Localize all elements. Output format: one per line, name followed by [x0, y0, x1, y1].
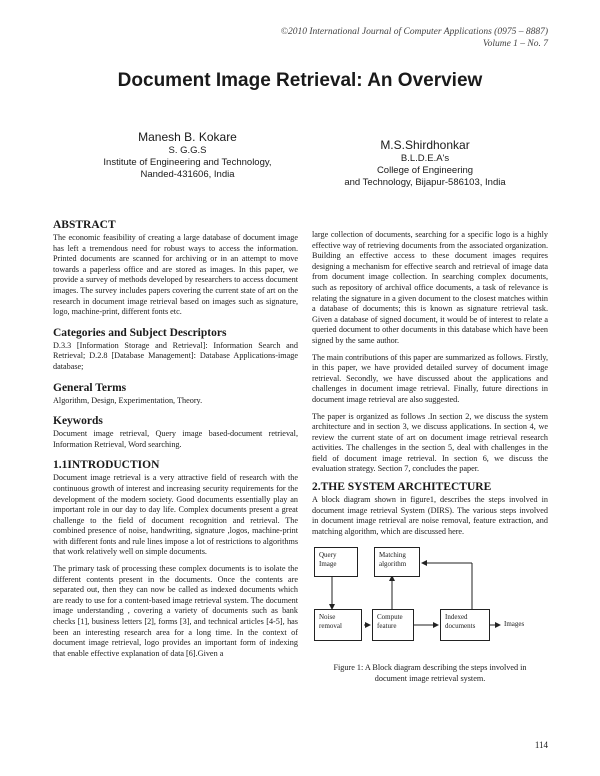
- categories-section: [53, 327, 298, 373]
- author-2-line2: College of Engineering: [376, 165, 474, 176]
- keywords-heading: Keywords: [53, 415, 103, 428]
- compute-feature-box: Compute feature: [372, 609, 414, 641]
- author-2: [320, 138, 530, 189]
- figure-caption: Figure 1: A Block diagram describing the steps involved in document image retrieval system.: [333, 663, 527, 684]
- author-2-line3: and Technology, Bijapur-586103, India: [344, 177, 506, 188]
- abstract-text: The economic feasibility of creating a large database of document image has left a tremendous need for robust ways to access the information. Printed documents are scanned for archiving or in an attempt to move towards a paperless office and are stored as images. In this paper, we provide a survey of methods developed by researchers to access document images. The survey includes papers covering the current state of art on the research in document image retrieval based on images such as signature, logo, machine-print, different fonts etc.: [53, 233, 298, 317]
- right-paragraph-1: large collection of documents, searching for a specific logo is a highly effective way of retrieving documents from the associated organization. Building an effective access to these document images requires designing a mechanism for effective search and retrieval of image data from document image collection. In searching complex documents, such as repository of archival office documents, a task of relevance is relating the signature in a given document to the closest matches within a database of documents; this is known as signature retrieval task. Given a database of signed document, it would be of interest to relate a queried document to other documents in this database which have been signed by the same author.: [312, 230, 548, 345]
- block-diagram: [312, 543, 548, 655]
- introduction-paragraph-1: Document image retrieval is a very attractive field of research with the continuous growth of interest and increasing security requirements for the development of the modern society. Good documents essentially play an important role in our day to day life. Complex documents present a great challenge to the field of document recognition and retrieval. The combined presence of noise, handwriting, signature ,logos, machine-print with different fonts and rule lines impose a lot of restrictions to algorithms that work relatively well on simple documents.: [53, 473, 298, 557]
- right-paragraph-2: The main contributions of this paper are summarized as follows. Firstly, in this paper, we have provided detailed survey of document image retrieval. Secondly, we have discussed about the applications and challenges in document image retrieval. Finally, future directions in document image retrieval are also suggested.: [312, 352, 548, 404]
- general-terms-text: Algorithm, Design, Experimentation, Theory.: [53, 395, 203, 405]
- categories-heading: Categories and Subject Descriptors: [53, 326, 227, 339]
- introduction-heading: 1.1INTRODUCTION: [53, 459, 160, 472]
- right-column: [312, 230, 548, 685]
- matching-algorithm-box: Matching algorithm: [374, 547, 420, 577]
- indexed-documents-box: Indexed documents: [440, 609, 490, 641]
- author-2-name: M.S.Shirdhonkar: [380, 138, 470, 152]
- left-column: [53, 219, 298, 668]
- volume-line: Volume 1 – No. 7: [482, 39, 548, 49]
- images-label: Images: [504, 620, 525, 629]
- abstract-heading: ABSTRACT: [53, 219, 116, 231]
- author-1: [90, 130, 285, 181]
- query-image-box: Query Image: [314, 547, 358, 577]
- journal-header: [281, 26, 548, 50]
- author-2-line1: B.L.D.E.A's: [400, 153, 450, 164]
- keywords-text: Document image retrieval, Query image based-document retrieval, Information Retrieval, Word searching.: [53, 429, 298, 449]
- right-paragraph-3: The paper is organized as follows .In section 2, we discuss the system architecture and in section 3, we discuss applications. In section 4, we review the current state of art on document image retrieval research activities. The challenges in the section 5, deal with challenges in the field of document image retrieval. In section 6, we discuss the evaluation strategy. Section 7, concludes the paper.: [312, 411, 548, 474]
- abstract-section: [53, 219, 298, 318]
- paper-title: Document Image Retrieval: An Overview: [117, 70, 483, 91]
- noise-removal-box: Noise removal: [314, 609, 362, 641]
- author-1-line2: Institute of Engineering and Technology,: [103, 157, 272, 168]
- system-text: A block diagram shown in figure1, describes the steps involved in document image retrieval System (DIRS). The various steps involved in document image retrieval are noise removal, feature extraction, and matching algorithm, which are discussed here.: [312, 495, 548, 536]
- author-1-name: Manesh B. Kokare: [138, 130, 237, 144]
- keywords-section: [53, 415, 298, 450]
- introduction-paragraph-2: The primary task of processing these complex documents is to isolate the different contents present in the documents. Once the contents are separated out, then they can now be called as indexed documents which are ready to use for a content-based image retrieval system. The document image understanding , covering a variety of documents such as bank checks [1], business letters [2], forms [3], and technical articles [4-5], has been an interesting research area for a long time. In the context of document image retrieval, logo provides an important form of indexing that enable effective explanation of data [6].Given a: [53, 564, 298, 658]
- system-heading: 2.THE SYSTEM ARCHITECTURE: [312, 481, 492, 494]
- author-1-line1: S. G.G.S: [168, 145, 207, 156]
- journal-line: ©2010 International Journal of Computer Applications (0975 – 8887): [280, 27, 548, 37]
- general-terms-section: [53, 382, 298, 407]
- general-terms-heading: General Terms: [53, 381, 127, 394]
- page-number: 114: [534, 740, 548, 750]
- author-1-line3: Nanded-431606, India: [140, 169, 235, 180]
- categories-text: D.3.3 [Information Storage and Retrieval]: Information Search and Retrieval; D.2.8 [Database Management]: Database Applications-image database;: [53, 340, 298, 371]
- introduction-section: [53, 459, 298, 659]
